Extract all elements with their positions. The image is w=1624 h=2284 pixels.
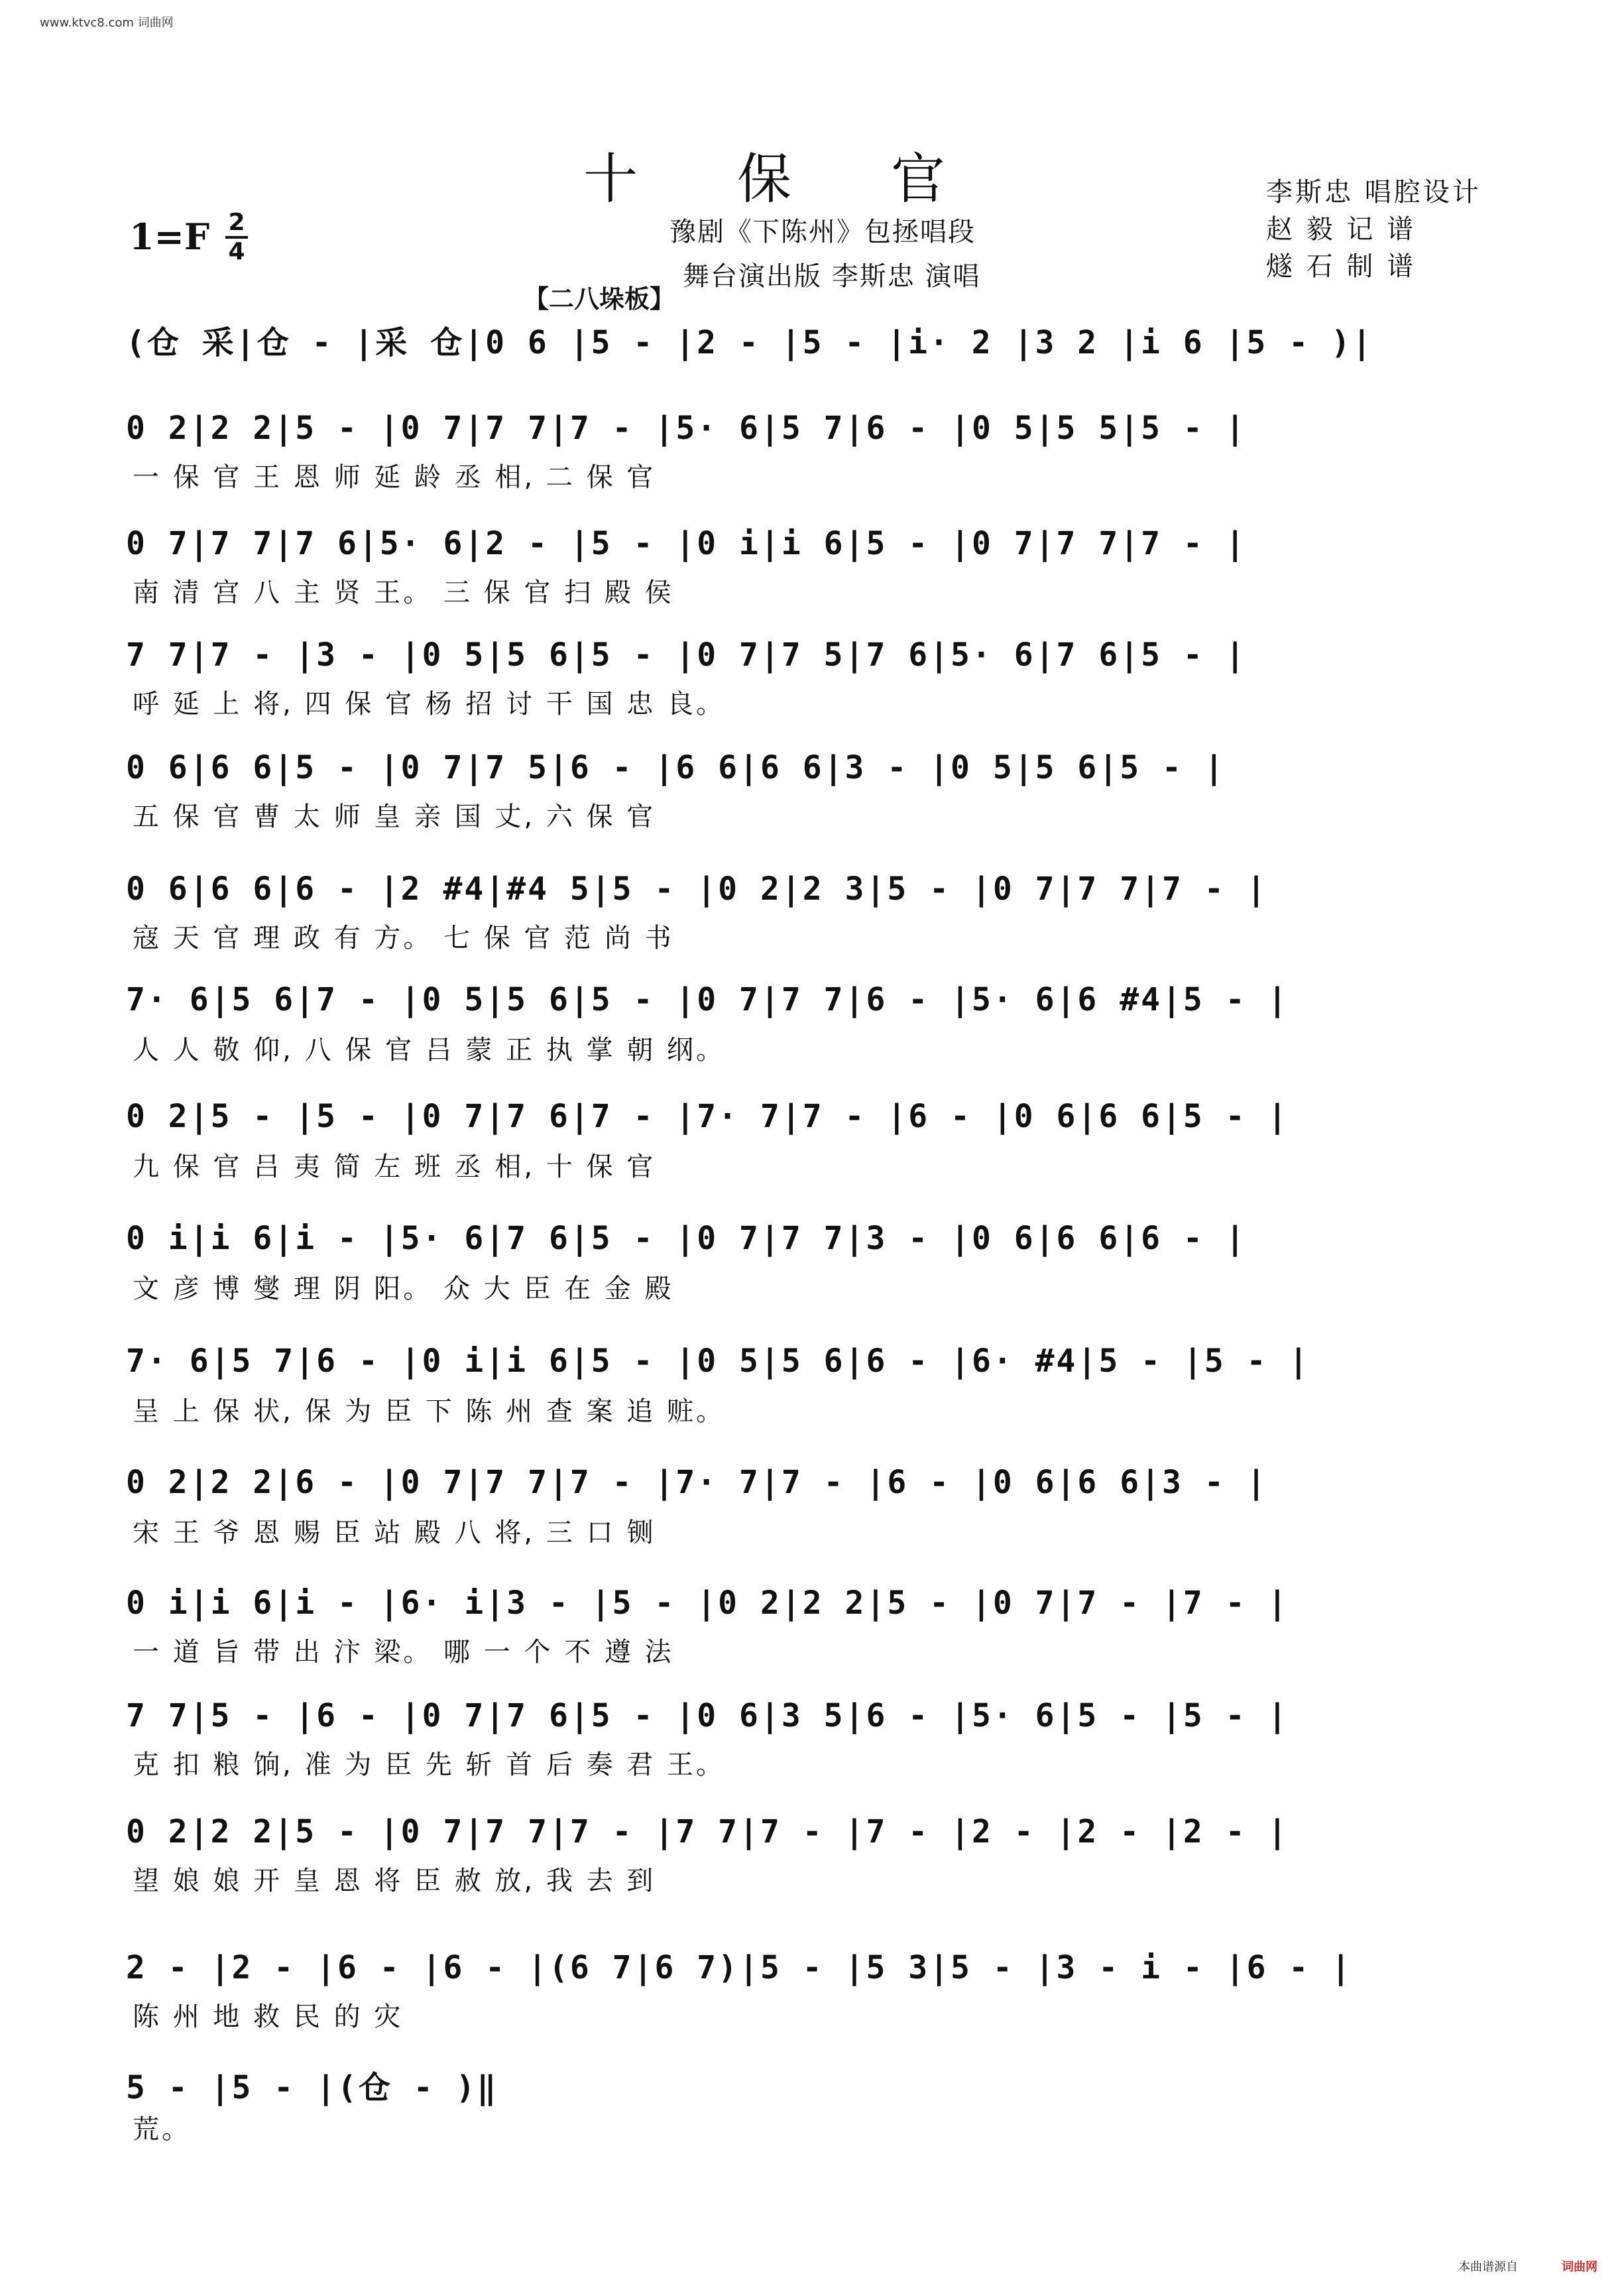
notation-row: 0 6|6 6|5 - |0 7|7 5|6 - |6 6|6 6|3 - |0 5|5 6|5 - | xyxy=(126,749,1226,786)
notation-row: 0 2|2 2|5 - |0 7|7 7|7 - |5· 6|5 7|6 - |0 5|5 5|5 - | xyxy=(126,410,1247,447)
lyrics-row: 一 道 旨 带 出 汴 梁。 哪 一 个 不 遵 法 xyxy=(133,1637,674,1667)
lyrics-row: 荒。 xyxy=(133,2114,191,2145)
notation-row: 7· 6|5 7|6 - |0 i|i 6|5 - |0 5|5 6|6 - |6· #4|5 - |5 - | xyxy=(126,1343,1310,1380)
notation-row: 0 7|7 7|7 6|5· 6|2 - |5 - |0 i|i 6|5 - |0 7|7 7|7 - | xyxy=(126,525,1247,562)
lyrics-row: 文 彦 博 燮 理 阴 阳。 众 大 臣 在 金 殿 xyxy=(133,1274,674,1304)
notation-row: 0 i|i 6|i - |5· 6|7 6|5 - |0 7|7 7|3 - |0 6|6 6|6 - | xyxy=(126,1220,1247,1257)
footer-source: 本曲谱源自 xyxy=(1458,2260,1518,2274)
lyrics-row: 九 保 官 吕 夷 简 左 班 丞 相, 十 保 官 xyxy=(133,1152,656,1182)
song-title: 十保官 xyxy=(583,148,1045,211)
notation-row: 2 - |2 - |6 - |6 - |(6 7|6 7)|5 - |5 3|5 - |3 - i - |6 - | xyxy=(126,1949,1353,1986)
performer-line: 舞台演出版 李斯忠 演唱 xyxy=(683,261,981,292)
time-signature-bottom: 4 xyxy=(228,238,245,265)
notation-row: 7· 6|5 6|7 - |0 5|5 6|5 - |0 7|7 7|6 - |5· 6|6 #4|5 - | xyxy=(126,981,1289,1018)
footer-brand: 词曲网 xyxy=(1562,2260,1597,2274)
tempo-marking: 【二八垛板】 xyxy=(524,284,675,314)
credit-engraver: 燧 石 制 谱 xyxy=(1266,251,1417,282)
lyrics-row: 南 清 宫 八 主 贤 王。 三 保 官 扫 殿 侯 xyxy=(133,577,674,608)
notation-row: 7 7|5 - |6 - |0 7|7 6|5 - |0 6|3 5|6 - |5· 6|5 - |5 - | xyxy=(126,1697,1289,1734)
notation-row: 0 6|6 6|6 - |2 #4|#4 5|5 - |0 2|2 3|5 - |0 7|7 7|7 - | xyxy=(126,871,1268,908)
notation-row: 7 7|7 - |3 - |0 5|5 6|5 - |0 7|7 5|7 6|5· 6|7 6|5 - | xyxy=(126,636,1247,674)
lyrics-row: 人 人 敬 仰, 八 保 官 吕 蒙 正 执 掌 朝 纲。 xyxy=(133,1035,726,1065)
lyrics-row: 寇 天 官 理 政 有 方。 七 保 官 范 尚 书 xyxy=(133,923,674,953)
lyrics-row: 呼 延 上 将, 四 保 官 杨 招 讨 干 国 忠 良。 xyxy=(133,689,726,719)
time-signature-top: 2 xyxy=(228,209,245,236)
credits-block xyxy=(1266,174,1481,285)
site-url: www.ktvc8.com 词曲网 xyxy=(40,16,174,30)
lyrics-row: 宋 王 爷 恩 赐 臣 站 殿 八 将, 三 口 铡 xyxy=(133,1518,656,1548)
lyrics-row: 五 保 官 曹 太 师 皇 亲 国 丈, 六 保 官 xyxy=(133,802,656,832)
lyrics-row: 一 保 官 王 恩 师 延 龄 丞 相, 二 保 官 xyxy=(133,462,656,493)
notation-row: 5 - |5 - |(仓 - )‖ xyxy=(126,2069,498,2106)
lyrics-row: 克 扣 粮 饷, 准 为 臣 先 斩 首 后 奏 君 王。 xyxy=(133,1750,726,1780)
lyrics-row: 望 娘 娘 开 皇 恩 将 臣 赦 放, 我 去 到 xyxy=(133,1866,656,1896)
credit-transcriber: 赵 毅 记 谱 xyxy=(1266,214,1417,245)
notation-row: 0 i|i 6|i - |6· i|3 - |5 - |0 2|2 2|5 - |0 7|7 - |7 - | xyxy=(126,1585,1289,1622)
notation-row: 0 2|2 2|6 - |0 7|7 7|7 - |7· 7|7 - |6 - |0 6|6 6|3 - | xyxy=(126,1464,1268,1501)
notation-row: (仓 采|仓 - |采 仓|0 6 |5 - |2 - |5 - |i· 2 |3 2 |i 6 |5 - )| xyxy=(126,324,1373,361)
credit-arranger: 李斯忠 唱腔设计 xyxy=(1266,177,1481,208)
time-signature xyxy=(225,211,248,264)
song-subtitle: 豫剧《下陈州》包拯唱段 xyxy=(669,217,976,247)
notation-row: 0 2|2 2|5 - |0 7|7 7|7 - |7 7|7 - |7 - |2 - |2 - |2 - | xyxy=(126,1813,1289,1850)
notation-row: 0 2|5 - |5 - |0 7|7 6|7 - |7· 7|7 - |6 - |0 6|6 6|5 - | xyxy=(126,1098,1289,1135)
lyrics-row: 呈 上 保 状, 保 为 臣 下 陈 州 查 案 追 赃。 xyxy=(133,1396,726,1427)
lyrics-row: 陈 州 地 救 民 的 灾 xyxy=(133,2002,404,2032)
key-signature: 1=F xyxy=(129,215,210,258)
